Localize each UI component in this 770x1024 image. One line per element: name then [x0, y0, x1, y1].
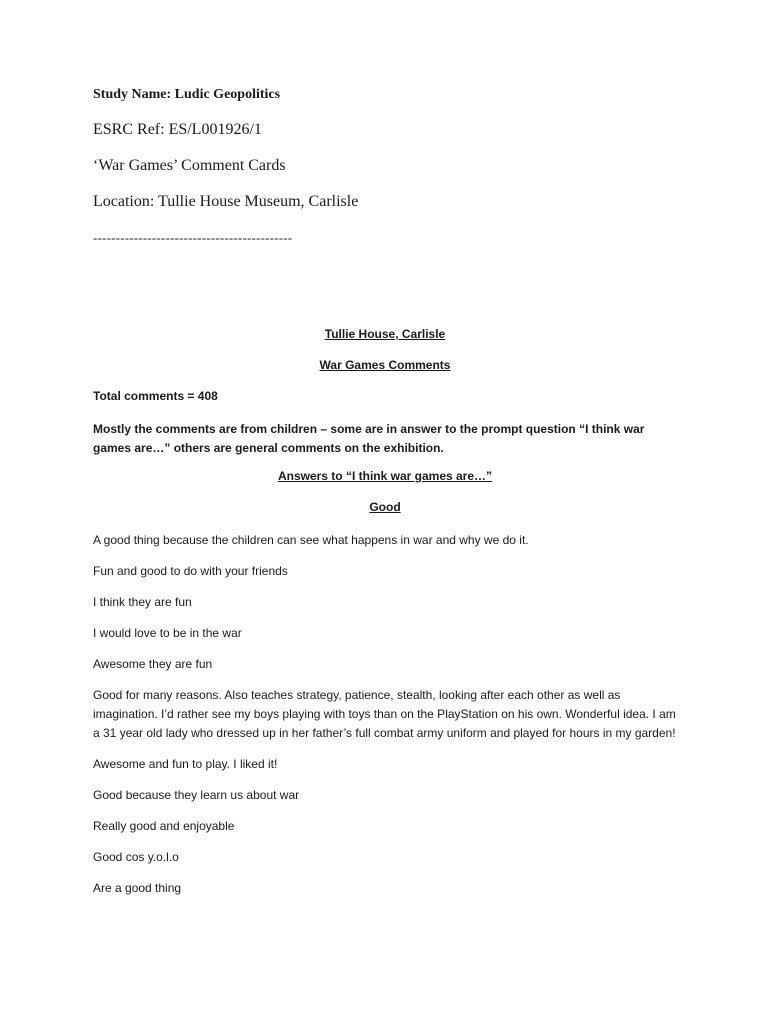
- comment-list: [93, 531, 677, 910]
- location-line: Location: Tullie House Museum, Carlisle: [93, 193, 359, 210]
- separator-line: --------------------------------------------: [93, 230, 293, 245]
- section-heading-comments: War Games Comments: [319, 358, 451, 372]
- answers-heading: Answers to “I think war games are…”: [277, 469, 493, 483]
- study-name: Study Name: Ludic Geopolitics: [93, 87, 281, 102]
- comment-item: Good for many reasons. Also teaches strategy, patience, stealth, looking after each other as well as imagination. I’d rather see my boys playing with toys than on the PlayStation on his own. Wonderful idea. I am a 31 year old lady who dressed up in her father’s full combat army uniform and played for hours in my garden!: [93, 688, 676, 740]
- comment-item: Are a good thing: [93, 881, 182, 895]
- comment-item: Awesome they are fun: [93, 657, 213, 671]
- comment-item: Good cos y.o.l.o: [93, 850, 179, 864]
- esrc-reference: ESRC Ref: ES/L001926/1: [93, 121, 262, 138]
- comment-item: Fun and good to do with your friends: [93, 564, 288, 578]
- total-comments: Total comments = 408: [93, 389, 218, 403]
- comment-item: I think they are fun: [93, 595, 192, 609]
- document-title: ‘War Games’ Comment Cards: [93, 157, 286, 174]
- comment-item: Really good and enjoyable: [93, 819, 235, 833]
- intro-paragraph: Mostly the comments are from children – some are in answer to the prompt question “I think war games are…” others are general comments on the exhibition.: [93, 422, 645, 455]
- good-heading: Good: [369, 500, 401, 514]
- section-heading-venue: Tullie House, Carlisle: [324, 327, 446, 341]
- comment-item: Good because they learn us about war: [93, 788, 300, 802]
- comment-item: A good thing because the children can see what happens in war and why we do it.: [93, 533, 529, 547]
- comment-item: I would love to be in the war: [93, 626, 242, 640]
- comment-item: Awesome and fun to play. I liked it!: [93, 757, 278, 771]
